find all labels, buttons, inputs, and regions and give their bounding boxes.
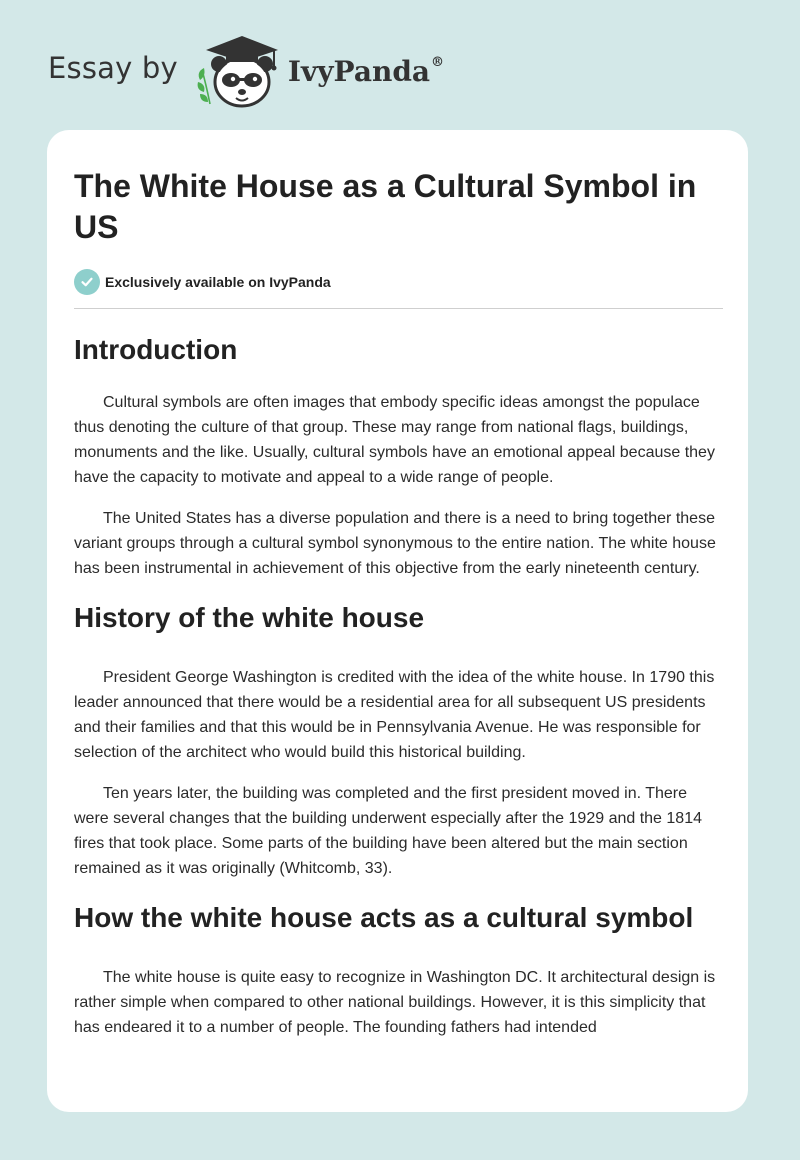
- brand-name-text: IvyPanda: [287, 54, 431, 88]
- essay-by-label: Essay by: [48, 51, 178, 85]
- badge-label: Exclusively available on IvyPanda: [105, 274, 331, 290]
- panda-graduate-icon: [194, 30, 284, 110]
- essay-card: [47, 130, 748, 1112]
- divider: [74, 308, 723, 309]
- paragraph: The white house is quite easy to recognize in Washington DC. It architectural design is rather simple when compared to other national buildings. However, it is this simplicity that has endeared it to a number of people. The founding fathers had intended: [74, 969, 716, 1036]
- site-brand[interactable]: [48, 30, 444, 110]
- registered-mark: ®: [431, 54, 445, 70]
- brand-name: [288, 55, 444, 88]
- paragraph: Ten years later, the building was completed and the first president moved in. There were several changes that the building underwent especially after the 1929 and the 1814 fires that took place. Some parts of the building have been altered but the main section remained as it was originally (Whitcomb, 33).: [74, 785, 702, 877]
- paragraph: The United States has a diverse population and there is a need to bring together these variant groups through a cultural symbol synonymous to the entire nation. The white house has been instrumental in achievement of this objective from the early nineteenth century.: [74, 510, 716, 577]
- page-title: The White House as a Cultural Symbol in US: [74, 168, 697, 245]
- check-icon: [74, 269, 100, 295]
- section-heading-cultural-symbol: How the white house acts as a cultural symbol: [74, 902, 694, 933]
- paragraph: Cultural symbols are often images that embody specific ideas amongst the populace thus denoting the culture of that group. These may range from national flags, buildings, monuments and the like. Usually, cultural symbols have an emotional appeal because they have the capacity to motivate and appeal to a wide range of people.: [74, 394, 715, 486]
- section-heading-introduction: Introduction: [74, 334, 238, 365]
- paragraph: President George Washington is credited with the idea of the white house. In 1790 this leader announced that there would be a residential area for all subsequent US presidents and their families and that this would be in Pennsylvania Avenue. He was responsible for selection of the architect who would build this historical building.: [74, 669, 715, 761]
- exclusive-badge: [74, 268, 721, 296]
- section-heading-history: History of the white house: [74, 602, 425, 633]
